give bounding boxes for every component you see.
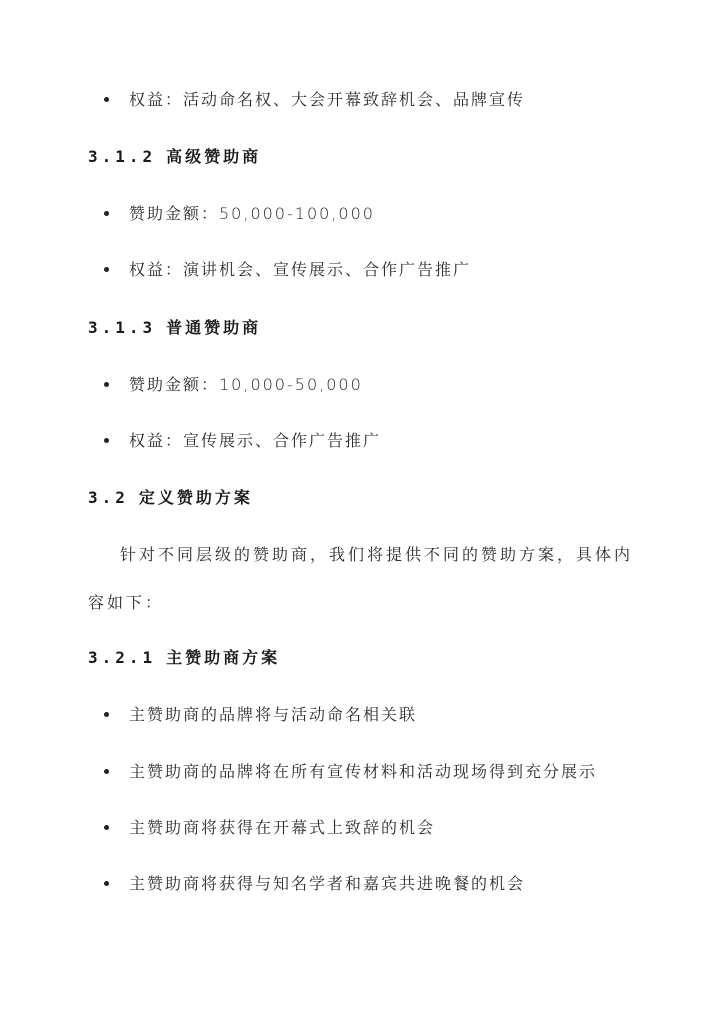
paragraph-line: 针对不同层级的赞助商，我们将提供不同的赞助方案，具体内 [120,545,634,564]
paragraph-line: 容如下： [88,593,165,612]
list-item [104,874,525,894]
list-item-text: 赞助金额：50,000-100,000 [129,204,375,223]
list-item-text: 权益：活动命名权、大会开幕致辞机会、品牌宣传 [129,90,526,109]
list-item-text: 权益：宣传展示、合作广告推广 [129,431,382,450]
bullet-icon [104,211,109,216]
section-number: 3.2.1 [88,648,157,667]
section-title: 普通赞助商 [166,318,262,337]
section-heading-3-2 [88,488,253,508]
list-item [104,705,417,725]
section-title: 主赞助商方案 [166,648,281,667]
list-item-text: 主赞助商的品牌将在所有宣传材料和活动现场得到充分展示 [129,762,598,781]
section-number: 3.2 [88,488,129,507]
section-title: 高级赞助商 [166,147,262,166]
bullet-icon [104,438,109,443]
list-item [104,204,375,224]
list-item [104,260,471,280]
list-item-text: 权益：演讲机会、宣传展示、合作广告推广 [129,260,472,279]
list-item-text: 主赞助商将获得与知名学者和嘉宾共进晚餐的机会 [129,874,526,893]
bullet-icon [104,712,109,717]
section-title: 定义赞助方案 [138,488,253,507]
list-item [104,375,363,395]
list-item [104,818,435,838]
section-number: 3.1.3 [88,318,157,337]
list-item-text: 主赞助商将获得在开幕式上致辞的机会 [129,818,436,837]
section-heading-3-1-3 [88,318,261,338]
list-item-text: 主赞助商的品牌将与活动命名相关联 [129,705,418,724]
list-item [104,762,597,782]
bullet-icon [104,881,109,886]
bullet-icon [104,769,109,774]
list-item [104,431,381,451]
bullet-icon [104,382,109,387]
section-heading-3-2-1 [88,648,280,668]
section-number: 3.1.2 [88,147,157,166]
bullet-icon [104,97,109,102]
list-item [104,90,525,110]
list-item-text: 赞助金额：10,000-50,000 [129,375,363,394]
bullet-icon [104,267,109,272]
bullet-icon [104,825,109,830]
section-heading-3-1-2 [88,147,261,167]
